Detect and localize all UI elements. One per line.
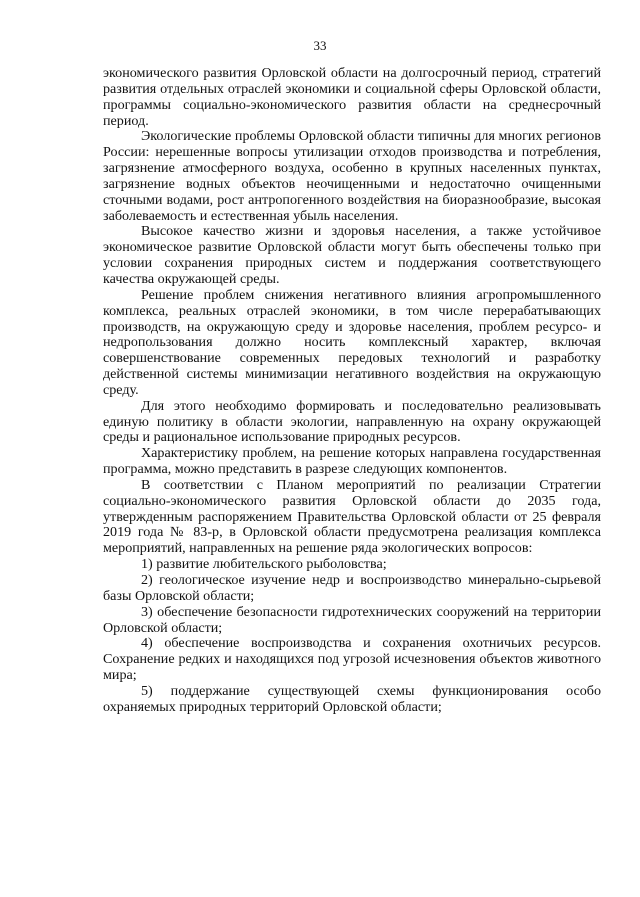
list-item-5: 5) поддержание существующей схемы функционирования особо охраняемых природных территорий Орловской области; [103, 682, 601, 715]
list-item-1: 1) развитие любительского рыболовства; [141, 556, 387, 573]
paragraph-4: Решение проблем снижения негативного влияния агропромышленного комплекса, реальных отраслей экономики, в том числе перерабатывающих производств, на окружающую среду и здоровье населения, проблем ресурсо- и недропользования должно носить комплексный характер, включая совершенствование современных передовых технологий и разработку действенной системы минимизации негативного воздействия на окружающую среду. [103, 286, 601, 398]
document-body [103, 66, 601, 716]
paragraph-2: Экологические проблемы Орловской области типичны для многих регионов России: нерешенные вопросы утилизации отходов производства и потребления, загрязнение атмосферного воздуха, особенно в крупных населенных пунктах, загрязнение водных объектов неочищенными и недостаточно очищенными сточными водами, рост антропогенного воздействия на биоразнообразие, высокая заболеваемость и естественная убыль населения. [103, 128, 601, 224]
paragraph-1: экономического развития Орловской области на долгосрочный период, стратегий развития отдельных отраслей экономики и социальной сферы Орловской области, программы социально-экономического развития области на среднесрочный период. [103, 65, 601, 129]
paragraph-7: В соответствии с Планом мероприятий по реализации Стратегии социально-экономического развития Орловской области до 2035 года, утвержденным распоряжением Правительства Орловской области от 25 февраля 2019 года № 83-р, в Орловской области предусмотрена реализация комплекса мероприятий, направленных на решение ряда экологических вопросов: [103, 476, 601, 557]
paragraph-6: Характеристику проблем, на решение которых направлена государственная программа, можно представить в разрезе следующих компонентов. [103, 445, 601, 478]
list-item-4: 4) обеспечение воспроизводства и сохранения охотничьих ресурсов. Сохранение редких и находящихся под угрозой исчезновения объектов животного мира; [103, 635, 601, 684]
paragraph-3: Высокое качество жизни и здоровья населения, а также устойчивое экономическое развитие Орловской области могут быть обеспечены только при условии сохранения природных систем и поддержания соответствующего качества окружающей среды. [103, 223, 601, 287]
paragraph-5: Для этого необходимо формировать и последовательно реализовывать единую политику в области экологии, направленную на охрану окружающей среды и рациональное использование природных ресурсов. [103, 397, 601, 446]
list-item-3: 3) обеспечение безопасности гидротехнических сооружений на территории Орловской области; [103, 603, 601, 636]
page-number: 33 [313, 38, 327, 53]
list-item-2: 2) геологическое изучение недр и воспроизводство минерально-сырьевой базы Орловской области; [103, 572, 601, 604]
